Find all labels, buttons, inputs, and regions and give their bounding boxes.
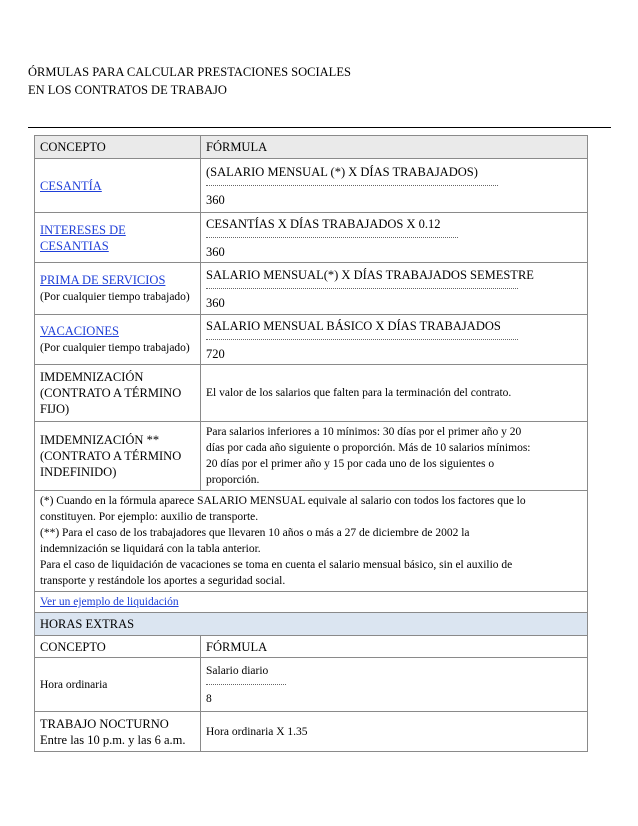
table-row-intereses <box>35 213 588 263</box>
fraction-line <box>206 288 518 289</box>
formula-cell <box>201 422 588 491</box>
fraction-line <box>206 185 498 186</box>
table-row-example <box>35 592 588 613</box>
formula-numerator: (SALARIO MENSUAL (*) X DÍAS TRABAJADOS) <box>206 164 478 179</box>
header-formula: FÓRMULA <box>201 136 588 159</box>
formula-denominator: 360 <box>206 244 225 259</box>
example-cell <box>35 592 588 613</box>
title-line-2: EN LOS CONTRATOS DE TRABAJO <box>28 83 227 97</box>
formula-cell <box>201 263 588 315</box>
table-row-vacaciones <box>35 315 588 365</box>
table-row-hora-ordinaria <box>35 658 588 712</box>
concept-cell <box>35 263 201 315</box>
cesantia-link[interactable]: CESANTÍA <box>40 178 102 193</box>
concept-subtitle: (Por cualquier tiempo trabajado) <box>40 291 190 303</box>
section-header-row <box>35 613 588 636</box>
table-row-indemnizacion-indefinido <box>35 422 588 491</box>
prestaciones-table <box>34 135 588 752</box>
concept-cell <box>35 159 201 213</box>
concept-line: IMDEMNIZACIÓN <box>40 370 144 384</box>
formula-numerator: CESANTÍAS X DÍAS TRABAJADOS X 0.12 <box>206 216 441 231</box>
formula-numerator: SALARIO MENSUAL BÁSICO X DÍAS TRABAJADOS <box>206 318 501 333</box>
concept-cell <box>35 213 201 263</box>
extras-header-concept: CONCEPTO <box>35 636 201 658</box>
table-row-trabajo-nocturno <box>35 712 588 752</box>
title-line-1: ÓRMULAS PARA CALCULAR PRESTACIONES SOCIALES <box>28 65 351 79</box>
note-line: Para el caso de liquidación de vacaciones se toma en cuenta el salario mensual básico, sin el auxilio de <box>40 559 513 571</box>
formula-line: proporción. <box>206 474 260 486</box>
formula-denominator: 360 <box>206 295 225 310</box>
note-line: (**) Para el caso de los trabajadores que llevaren 10 años o más a 27 de diciembre de 2002 la <box>40 527 470 539</box>
formula-cell <box>201 315 588 365</box>
section-title: HORAS EXTRAS <box>35 613 588 636</box>
concept-line: (CONTRATO A TÉRMINO <box>40 449 182 463</box>
note-line: constituyen. Por ejemplo: auxilio de transporte. <box>40 511 259 523</box>
concept-line: TRABAJO NOCTURNO <box>40 716 169 731</box>
formula-line: días por cada año siguiente o proporción. Más de 10 salarios mínimos: <box>206 442 531 454</box>
table-row-indemnizacion-fijo <box>35 365 588 422</box>
notes-cell <box>35 491 588 592</box>
formula-cell: El valor de los salarios que falten para la terminación del contrato. <box>201 365 588 422</box>
extras-header-formula: FÓRMULA <box>201 636 588 658</box>
note-line: indemnización se liquidará con la tabla anterior. <box>40 543 261 555</box>
concept-line: (CONTRATO A TÉRMINO <box>40 386 182 400</box>
note-line: (*) Cuando en la fórmula aparece SALARIO MENSUAL equivale al salario con todos los factores que lo <box>40 495 526 507</box>
header-concept: CONCEPTO <box>35 136 201 159</box>
concept-line: FIJO) <box>40 402 70 416</box>
concept-cell <box>35 315 201 365</box>
fraction-line <box>206 237 458 238</box>
table-row-cesantia <box>35 159 588 213</box>
formula-numerator: Salario diario <box>206 664 269 677</box>
formula-cell <box>201 213 588 263</box>
concept-cell: Hora ordinaria <box>35 658 201 712</box>
document-title <box>28 63 351 99</box>
formula-cell <box>201 658 588 712</box>
concept-cell <box>35 365 201 422</box>
concept-subtitle: (Por cualquier tiempo trabajado) <box>40 342 190 354</box>
intereses-cesantias-link[interactable]: INTERESES DE CESANTIAS <box>40 222 126 253</box>
extras-header-row <box>35 636 588 658</box>
concept-cell <box>35 422 201 491</box>
formula-cell: Hora ordinaria X 1.35 <box>201 712 588 752</box>
concept-cell <box>35 712 201 752</box>
table-row-prima <box>35 263 588 315</box>
formula-denominator: 8 <box>206 692 212 705</box>
concept-line: INDEFINIDO) <box>40 465 117 479</box>
formula-numerator: SALARIO MENSUAL(*) X DÍAS TRABAJADOS SEMESTRE <box>206 267 534 282</box>
vacaciones-link[interactable]: VACACIONES <box>40 324 119 338</box>
horizontal-rule <box>28 127 611 128</box>
formula-line: 20 días por el primer año y 15 por cada uno de los siguientes o <box>206 458 495 470</box>
example-link[interactable]: Ver un ejemplo de liquidación <box>40 596 179 608</box>
prima-servicios-link[interactable]: PRIMA DE SERVICIOS <box>40 273 166 287</box>
fraction-line <box>206 339 518 340</box>
formula-denominator: 720 <box>206 346 225 361</box>
fraction-line <box>206 684 286 685</box>
formula-denominator: 360 <box>206 192 225 207</box>
formula-cell <box>201 159 588 213</box>
formula-line: Para salarios inferiores a 10 mínimos: 30 días por el primer año y 20 <box>206 426 522 438</box>
table-header-row <box>35 136 588 159</box>
table-row-notes <box>35 491 588 592</box>
concept-line: IMDEMNIZACIÓN ** <box>40 433 160 447</box>
concept-line: Entre las 10 p.m. y las 6 a.m. <box>40 732 186 747</box>
note-line: transporte y restándole los aportes a seguridad social. <box>40 575 286 587</box>
